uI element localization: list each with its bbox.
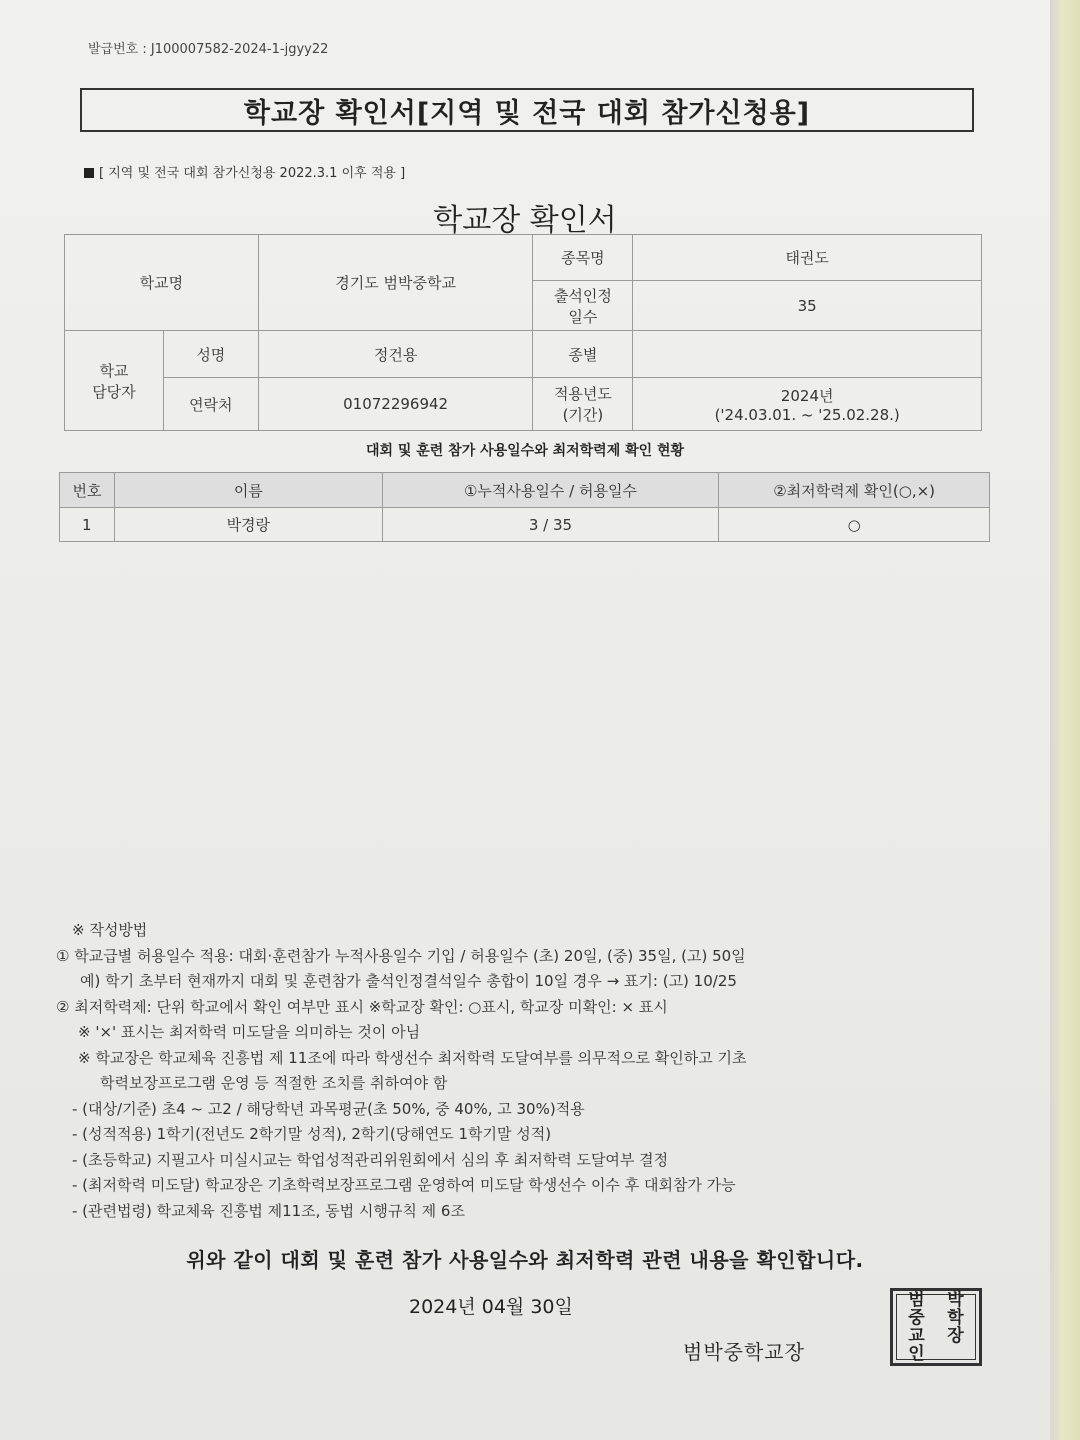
row-days: 3 / 35 [382,508,719,542]
writing-instructions [56,918,746,1224]
contact-label: 연락처 [163,378,258,431]
school-value: 경기도 범박중학교 [258,235,533,331]
row-number: 1 [60,508,115,542]
contact-value: 01072296942 [258,378,533,431]
category-value [633,331,982,378]
category-label: 종별 [533,331,633,378]
paper-edge [1050,0,1080,1440]
subtitle [84,162,405,181]
detail-3: - (초등학교) 지필고사 미실시교는 학업성적관리위원회에서 심의 후 최저학력 도달여부 결정 [72,1150,669,1169]
detail-4: - (최저학력 미도달) 학교장은 기초학력보장프로그램 운영하여 미도달 학생선수 이수 후 대회참가 가능 [72,1176,736,1194]
info-row [65,235,982,281]
info-table [64,234,982,431]
note-2-b-cont: 학력보장프로그램 운영 등 적절한 조치를 취하여야 함 [100,1074,448,1092]
note-1-example: 예) 학기 초부터 현재까지 대회 및 훈련참가 출석인정결석일수 총합이 10일 경우 → 표기: (고) 10/25 [80,972,737,990]
notes-heading: ※ 작성방법 [72,921,148,939]
issue-date: 2024년 04월 30일 [409,1296,573,1318]
confirmation-statement: 위와 같이 대회 및 훈련 참가 사용일수와 최저학력 관련 내용을 확인합니다. [186,1248,864,1272]
status-caption: 대회 및 훈련 참가 사용일수와 최저학력제 확인 현황 [365,443,685,459]
year-label-line1: 적용년도 [553,385,612,403]
main-title: 학교장 확인서 [433,203,617,238]
year-label-line2: (기간) [562,406,604,424]
note-2: ② 최저학력제: 단위 학교에서 확인 여부만 표시 ※학교장 확인: ○표시, 학교장 미확인: × 표시 [56,997,668,1016]
manager-label-line1: 학교 [99,361,129,380]
principal-signature: 범박중학교장 [683,1340,805,1364]
header-name: 이름 [114,473,382,508]
manager-label-line2: 담당자 [92,382,136,401]
header-number: 번호 [60,473,115,508]
detail-1: - (대상/기준) 초4 ~ 고2 / 해당학년 과목평균(초 50%, 중 40%, 고 30%)적용 [72,1099,585,1118]
name-value: 정건용 [258,331,533,378]
table-row [60,508,990,542]
square-bullet-icon [84,168,94,178]
attendance-label-line1: 출석인정 [553,286,612,305]
header-check: ②최저학력제 확인(○,×) [719,473,990,508]
header-days: ①누적사용일수 / 허용일수 [382,473,719,508]
event-value: 태권도 [633,235,982,281]
official-seal-icon [890,1288,982,1366]
note-2-b: ※ 학교장은 학교체육 진흥법 제 11조에 따라 학생선수 최저학력 도달여부를 의무적으로 확인하고 기초 [78,1048,747,1067]
event-label: 종목명 [533,235,633,281]
status-header-row [60,473,990,508]
row-check: ○ [719,508,990,542]
info-row [65,378,982,431]
manager-label [65,331,164,431]
attendance-label [533,281,633,331]
seal-inner: 범 박 중 학 교 장 인 [896,1294,976,1360]
subtitle-text: [ 지역 및 전국 대회 참가신청용 2022.3.1 이후 적용 ] [99,166,406,181]
status-table [59,472,990,542]
year-value [633,378,982,431]
info-row [65,331,982,378]
note-1: ① 학교급별 허용일수 적용: 대회·훈련참가 누적사용일수 기입 / 허용일수 (초) 20일, (중) 35일, (고) 50일 [56,946,746,965]
year-value-line2: ('24.03.01. ~ '25.02.28.) [714,405,900,424]
note-2-a: ※ '×' 표시는 최저학력 미도달을 의미하는 것이 아님 [78,1023,421,1041]
school-label: 학교명 [65,235,259,331]
name-label: 성명 [163,331,258,378]
detail-5: - (관련법령) 학교체육 진흥법 제11조, 동법 시행규칙 제 6조 [72,1201,465,1220]
attendance-value: 35 [633,281,982,331]
year-label [533,378,633,431]
row-name: 박경랑 [114,508,382,542]
issue-number: 발급번호 : J100007582-2024-1-jgyy22 [88,42,329,57]
attendance-label-line2: 일수 [568,307,598,326]
document-title-box: 학교장 확인서[지역 및 전국 대회 참가신청용] [80,88,974,132]
year-value-line1: 2024년 [780,386,834,405]
detail-2: - (성적적용) 1학기(전년도 2학기말 성적), 2학기(당해연도 1학기말 성적) [72,1125,552,1143]
